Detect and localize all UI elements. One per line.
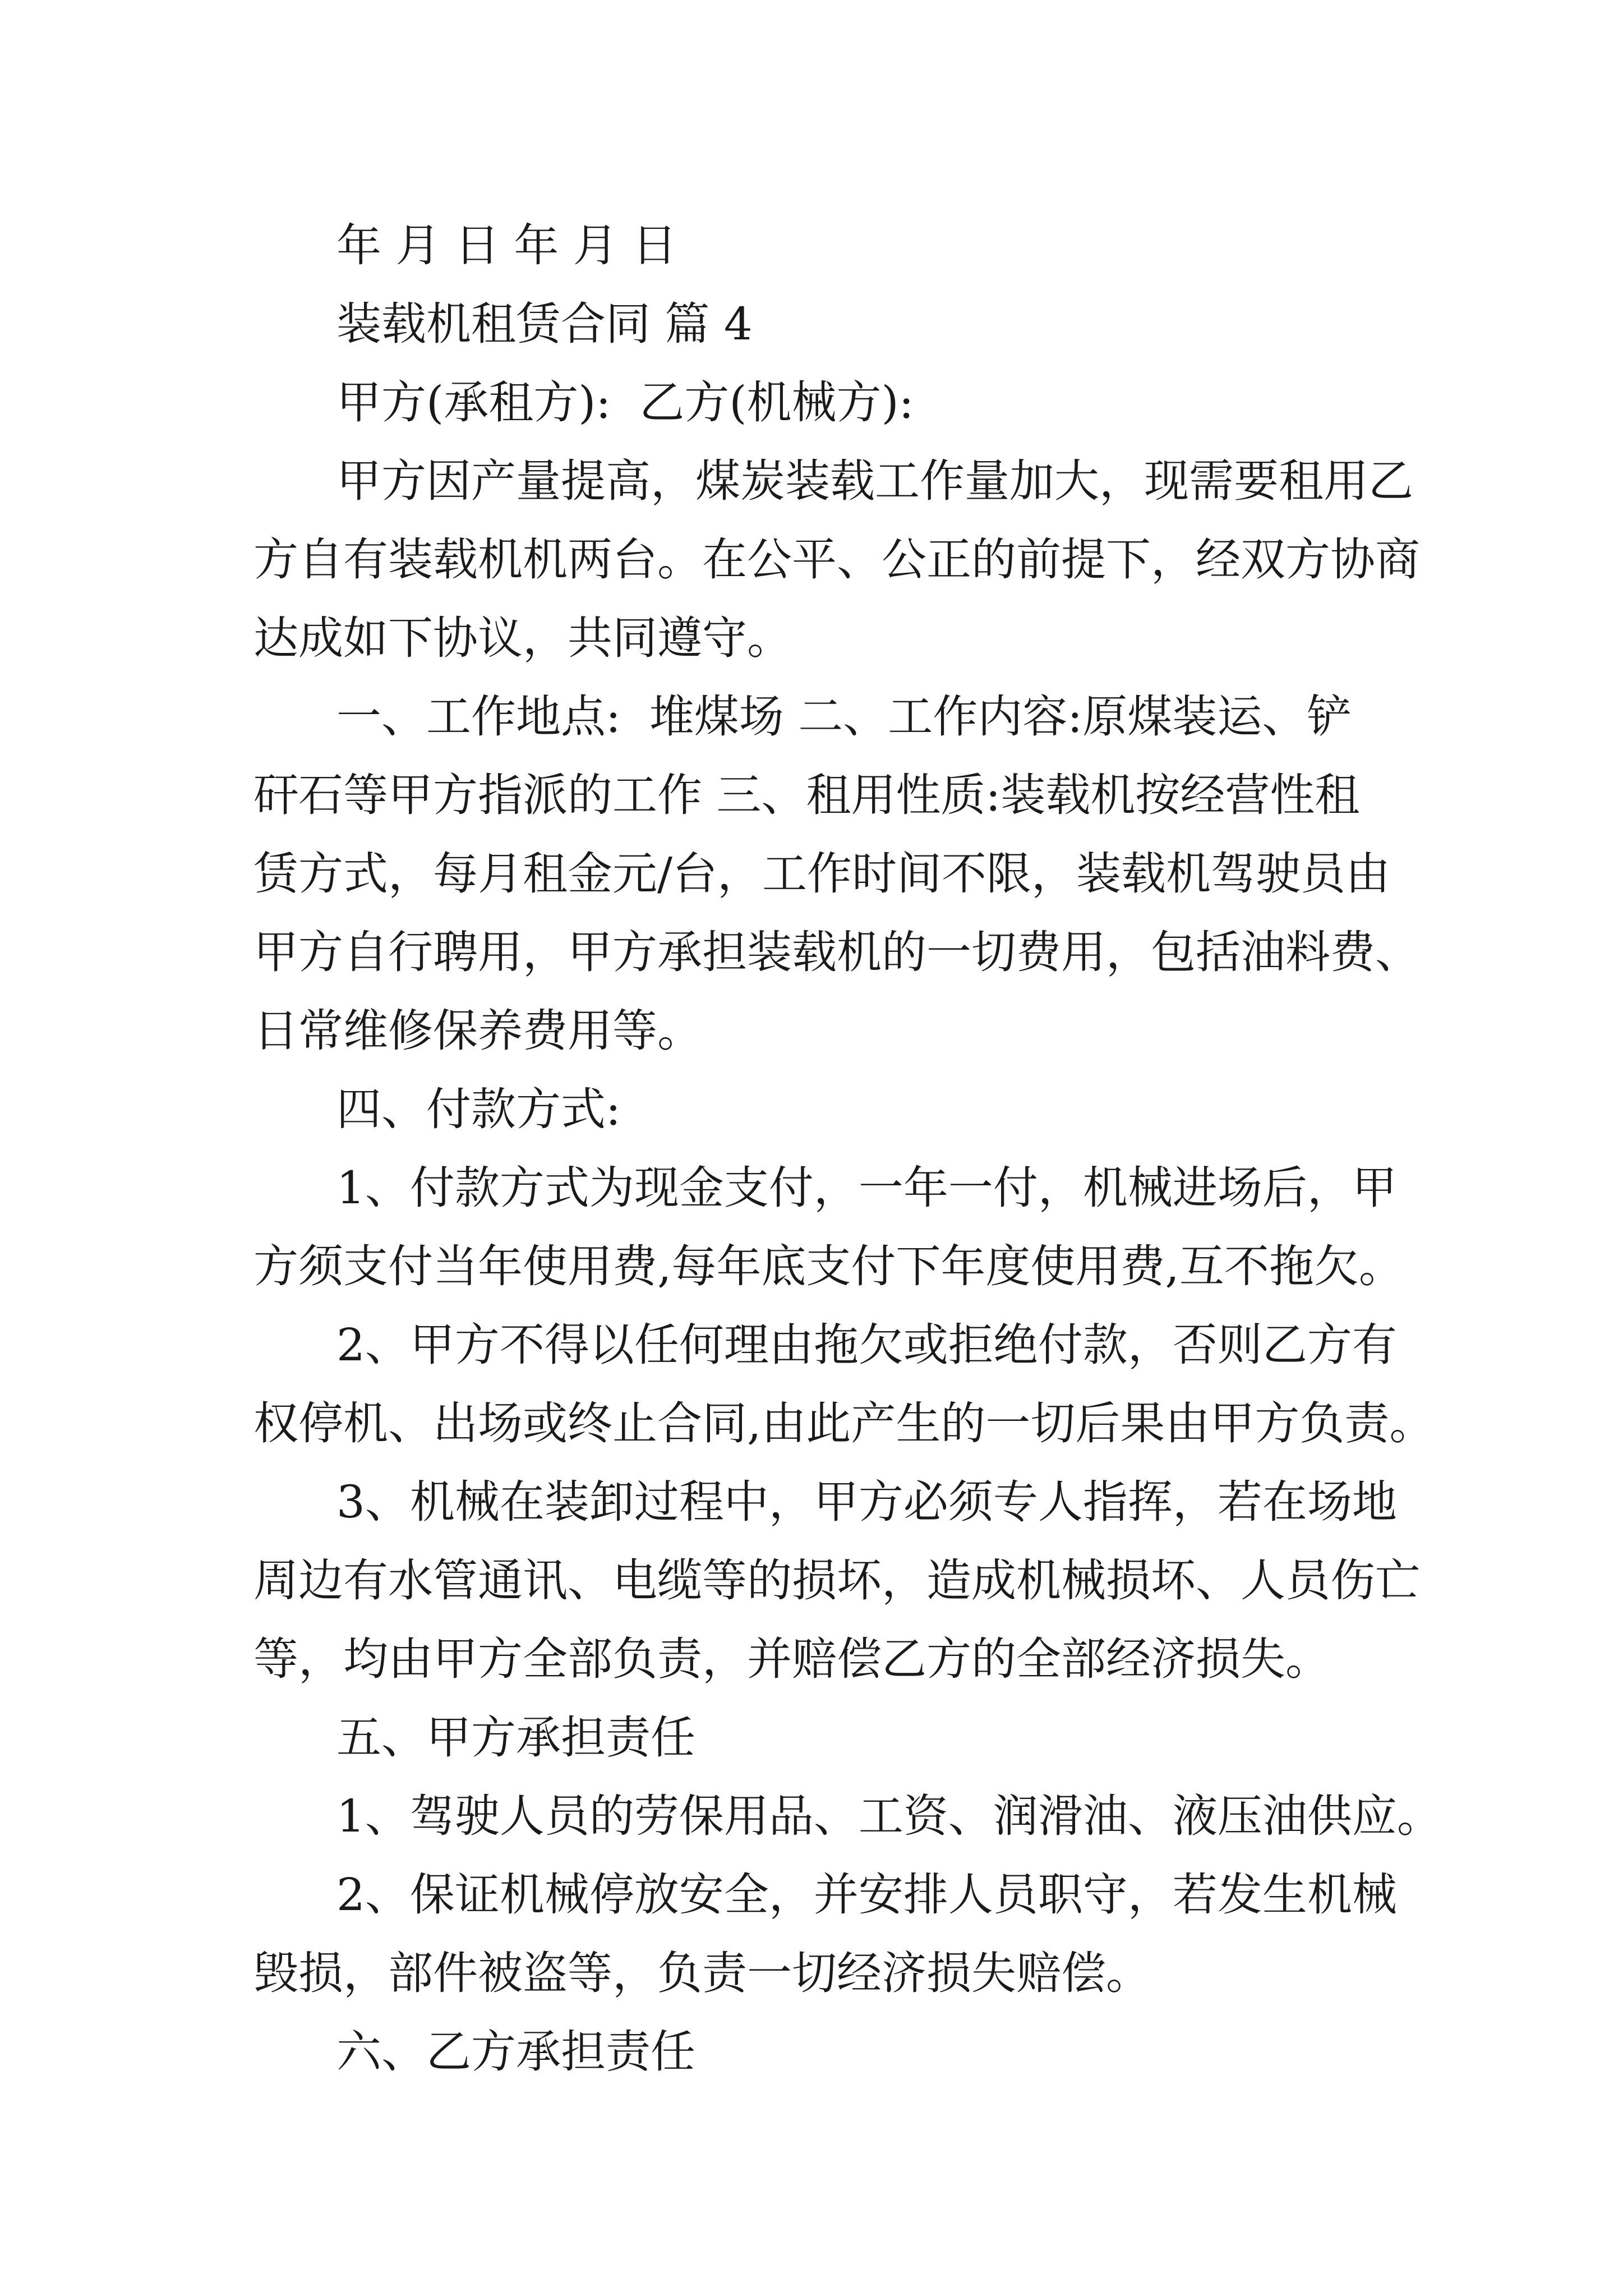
date-line: 年 月 日 年 月 日 — [336, 219, 677, 272]
paragraph-line: 3、机械在装卸过程中，甲方必须专人指挥，若在场地 — [336, 1476, 1397, 1528]
paragraph-line: 一、工作地点: 堆煤场 二、工作内容:原煤装运、铲 — [336, 691, 1352, 743]
paragraph-line: 赁方式，每月租金元/台，工作时间不限，装载机驾驶员由 — [253, 848, 1390, 900]
paragraph-line: 日常维修保养费用等。 — [253, 1005, 702, 1057]
paragraph-line: 2、甲方不得以任何理由拖欠或拒绝付款，否则乙方有 — [336, 1319, 1397, 1371]
paragraph-line: 方须支付当年使用费,每年底支付下年度使用费,互不拖欠。 — [253, 1240, 1404, 1292]
paragraph-line: 达成如下协议，共同遵守。 — [253, 612, 792, 664]
paragraph-line: 2、保证机械停放安全，并安排人员职守，若发生机械 — [336, 1869, 1397, 1921]
paragraph-line: 权停机、出场或终止合同,由此产生的一切后果由甲方负责。 — [253, 1397, 1435, 1450]
paragraph-line: 方自有装载机机两台。在公平、公正的前提下，经双方协商 — [253, 533, 1420, 586]
paragraph-line: 1、驾驶人员的劳保用品、工资、润滑油、液压油供应。 — [336, 1790, 1442, 1842]
paragraph-line: 等，均由甲方全部负责，并赔偿乙方的全部经济损失。 — [253, 1633, 1330, 1685]
section-title: 装载机租赁合同 篇 4 — [336, 298, 753, 350]
clause-heading: 六、乙方承担责任 — [336, 2026, 695, 2078]
paragraph-line: 毁损，部件被盗等，负责一切经济损失赔偿。 — [253, 1947, 1151, 1999]
paragraph-line: 矸石等甲方指派的工作 三、租用性质:装载机按经营性租 — [253, 769, 1360, 821]
clause-heading: 五、甲方承担责任 — [336, 1711, 695, 1764]
parties-line: 甲方(承租方): 乙方(机械方): — [336, 376, 914, 429]
paragraph-line: 甲方因产量提高，煤炭装载工作量加大，现需要租用乙 — [336, 455, 1413, 507]
paragraph-line: 甲方自行聘用，甲方承担装载机的一切费用，包括油料费、 — [253, 926, 1420, 978]
clause-heading: 四、付款方式: — [336, 1083, 621, 1135]
paragraph-line: 周边有水管通讯、电缆等的损坏，造成机械损坏、人员伤亡 — [253, 1554, 1420, 1607]
paragraph-line: 1、付款方式为现金支付，一年一付，机械进场后，甲 — [336, 1162, 1397, 1214]
